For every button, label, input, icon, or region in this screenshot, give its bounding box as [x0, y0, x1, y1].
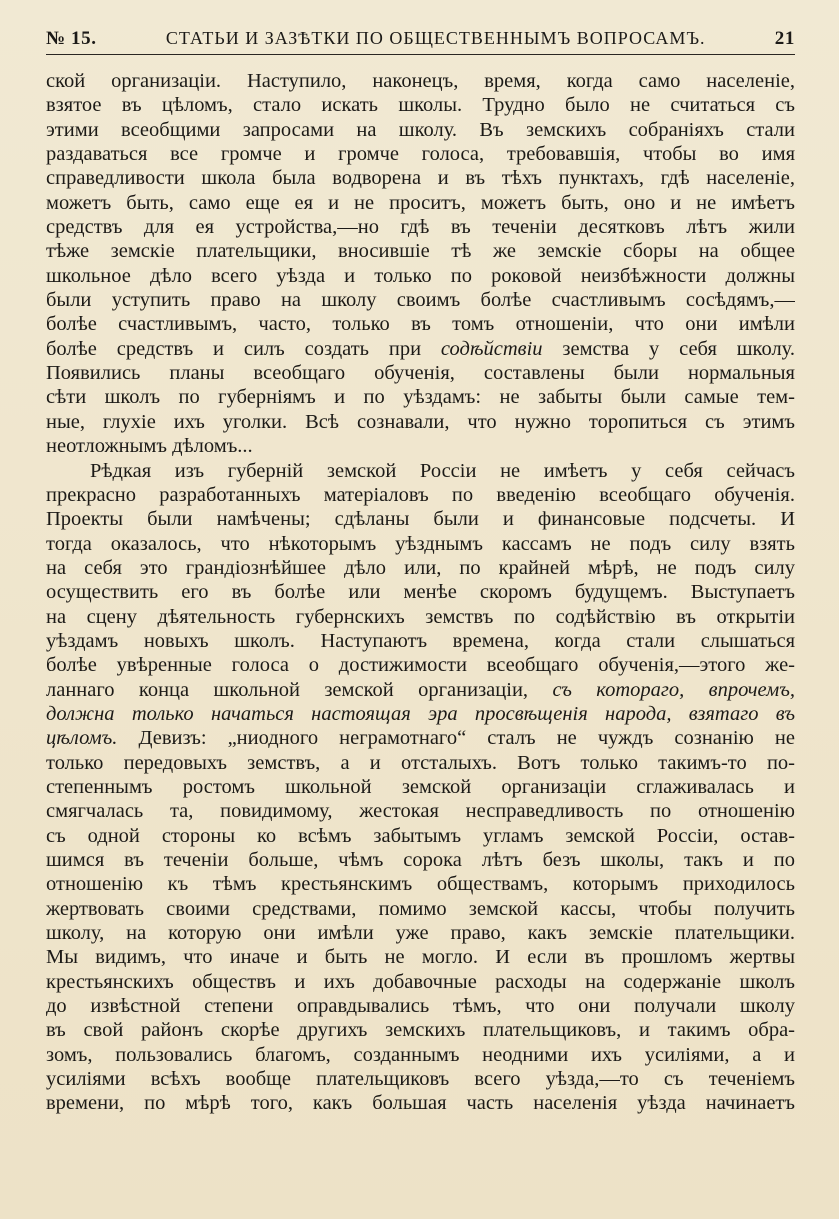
text-line: осуществить его въ болѣе или менѣе скоромъ будущемъ. Выступаетъ — [46, 581, 795, 604]
text-line: школу, на которую они имѣли уже право, какъ земскіе плательщики. — [46, 922, 795, 945]
text-line: сѣти школъ по губерніямъ и по уѣздамъ: не забыты были самые тем- — [46, 386, 795, 409]
body-text — [46, 69, 795, 1116]
text-line: неотложнымъ дѣломъ... — [46, 435, 253, 458]
text-line: времени, по мѣрѣ того, какъ большая часть населенія уѣзда начинаетъ — [46, 1092, 795, 1115]
text-segment: ланнаго конца школьной земской организаціи, — [46, 678, 553, 701]
text-line: зомъ, пользовались благомъ, созданнымъ неодними ихъ усиліями, а и — [46, 1043, 795, 1066]
text-line: только передовыхъ земствъ, а и отсталыхъ. Вотъ только такимъ-то по- — [46, 751, 795, 774]
italic-emphasis: содѣйствіи — [440, 337, 543, 360]
text-line: шимся въ теченіи больше, чѣмъ сорока лѣтъ безъ школы, такъ и по — [46, 849, 795, 871]
text-line: смягчалась та, повидимому, жестокая несправедливость по отношенію — [46, 800, 795, 823]
text-line: Появились планы всеобщаго обученія, составлены были нормальныя — [46, 362, 795, 385]
text-line: ные, глухіе ихъ уголки. Всѣ сознавали, что нужно торопиться съ этимъ — [46, 410, 795, 433]
text-line: Проекты были намѣчены; сдѣланы были и финансовые подсчеты. И — [46, 508, 795, 531]
text-segment: земства у себя школу. — [542, 337, 795, 360]
text-line — [46, 337, 795, 361]
text-line — [46, 726, 795, 750]
text-line: тогда оказалось, что нѣкоторымъ уѣзднымъ кассамъ не подъ силу взять — [46, 532, 795, 555]
text-line: болѣе увѣренные голоса о достижимости всеобщаго обученія,—этого же- — [46, 654, 795, 677]
text-segment: Девизъ: „ниодного неграмотнаго“ сталъ не чуждъ сознанію не — [117, 727, 795, 750]
text-line: прекрасно разработанныхъ матеріаловъ по введенію всеобщаго обученія. — [46, 483, 795, 506]
text-line: взятое въ цѣломъ, стало искать школы. Трудно было не считаться съ — [46, 94, 795, 117]
text-line: отношенію къ тѣмъ крестьянскимъ обществамъ, которымъ приходилось — [46, 873, 795, 896]
text-line: были уступить право на школу своимъ болѣе счастливымъ сосѣдямъ,— — [46, 289, 795, 312]
text-line: Рѣдкая изъ губерній земской Россіи не имѣетъ у себя сейчасъ — [90, 459, 795, 482]
page-number: 21 — [774, 28, 795, 49]
text-line: на сцену дѣятельность губернскихъ земствъ по содѣйствію въ открытіи — [46, 605, 795, 628]
text-line: степеннымъ ростомъ школьной земской организаціи сглаживалась и — [46, 775, 795, 798]
running-title: СТАТЬИ И ЗАЗѢТКИ ПО ОБЩЕСТВЕННЫМЪ ВОПРОСАМЪ. — [165, 28, 706, 48]
text-line: жертвовать своими средствами, помимо земской кассы, чтобы получить — [46, 897, 795, 920]
text-line: съ одной стороны ко всѣмъ забытымъ угламъ земской Россіи, остав- — [46, 824, 795, 847]
text-line: средствъ для ея устройства,—но гдѣ въ теченіи десятковъ лѣтъ жили — [46, 216, 795, 239]
text-line: въ свой районъ скорѣе другихъ земскихъ плательщиковъ, и такимъ обра- — [46, 1019, 795, 1042]
text-line: болѣе счастливымъ, часто, только въ томъ отношеніи, что они имѣли — [46, 313, 795, 336]
text-line: на себя это грандіознѣйшее дѣло или, по крайней мѣрѣ, не подъ силу — [46, 556, 795, 579]
text-line: уѣздамъ новыхъ школъ. Наступаютъ времена, когда стали слышаться — [46, 629, 795, 652]
text-line: до извѣстной степени оправдывались тѣмъ, что они получали школу — [46, 995, 795, 1018]
italic-emphasis: цѣломъ. — [46, 727, 118, 750]
text-line: можетъ быть, само еще ея и не проситъ, можетъ быть, оно и не имѣетъ — [46, 191, 795, 214]
text-line — [46, 702, 795, 726]
text-line: тѣже земскіе плательщики, вносившіе тѣ же земскіе сборы на общее — [46, 240, 795, 263]
text-line: раздаваться все громче и громче голоса, требовавшія, чтобы во имя — [46, 143, 795, 166]
text-line: усиліями всѣхъ вообще плательщиковъ всего уѣзда,—то съ теченіемъ — [46, 1068, 795, 1091]
italic-emphasis: должна только начаться настоящая эра просвѣщенія народа, взятаго въ — [46, 702, 795, 725]
text-line — [46, 678, 795, 702]
text-line: крестьянскихъ обществъ и ихъ добавочные расходы на содержаніе школъ — [46, 970, 795, 993]
text-segment: болѣе средствъ и силъ создать при — [46, 337, 441, 360]
text-line: ской организаціи. Наступило, наконецъ, время, когда само населеніе, — [46, 70, 795, 92]
text-line: школьное дѣло всего уѣзда и только по роковой неизбѣжности должны — [46, 264, 795, 287]
text-line: справедливости школа была водворена и въ тѣхъ пунктахъ, гдѣ населеніе, — [46, 167, 795, 190]
issue-number: № 15. — [46, 28, 97, 49]
text-line: Мы видимъ, что иначе и быть не могло. И если въ прошломъ жертвы — [46, 946, 795, 969]
text-line: этими всеобщими запросами на школу. Въ земскихъ собраніяхъ стали — [46, 118, 795, 141]
italic-emphasis: съ котораго, впрочемъ, — [552, 678, 795, 701]
page-header — [46, 28, 795, 55]
